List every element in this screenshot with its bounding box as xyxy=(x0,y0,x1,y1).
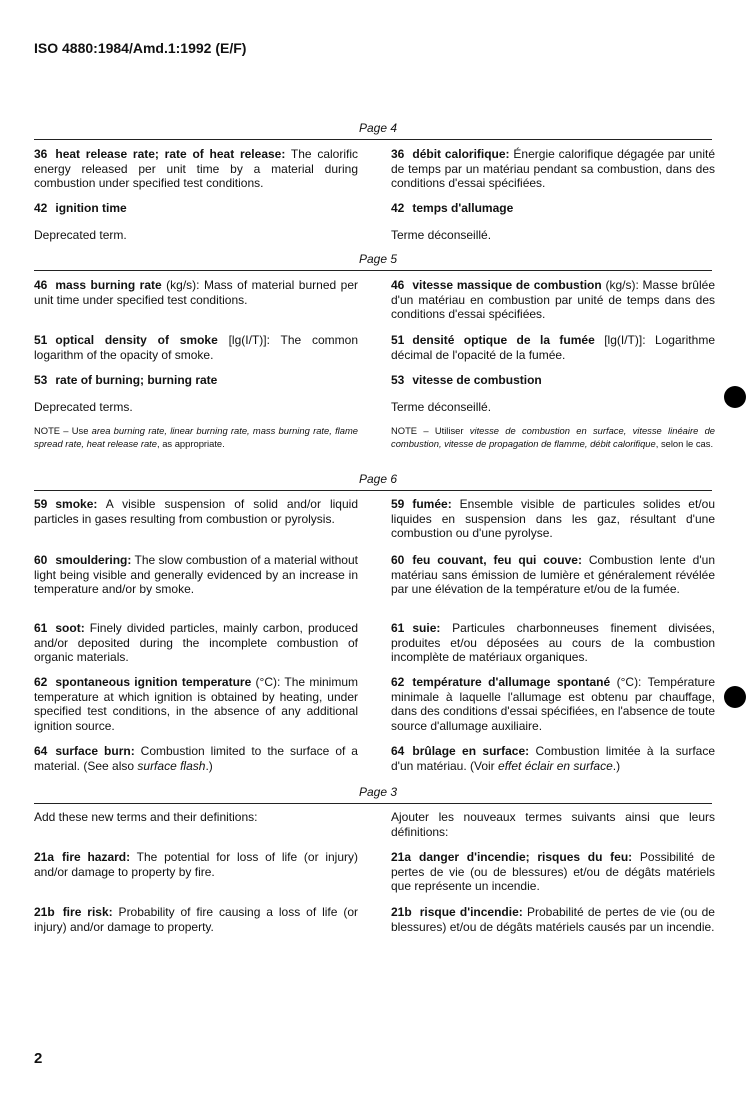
entry-definition: The potential for loss of life (or injury) and/or damage to property by fire. xyxy=(34,850,359,879)
entry-definition: A visible suspension of solid and/or liquid particles in gases resulting from combustion or pyrolysis. xyxy=(34,497,358,526)
entry-number: 36 xyxy=(391,147,405,161)
entry-number: 53 xyxy=(391,373,405,387)
entry-53-en-definition: Deprecated terms. xyxy=(34,400,133,414)
entry-term: fire hazard: xyxy=(62,850,131,864)
document-header: ISO 4880:1984/Amd.1:1992 (E/F) xyxy=(34,40,247,56)
entry-term: spontaneous ignition temperature xyxy=(55,675,252,689)
entry-number: 21b xyxy=(34,905,55,919)
entry-53-en xyxy=(34,373,358,388)
entry-42-en xyxy=(34,201,358,216)
note-terms: vitesse de combustion en surface, vitesse linéaire de combustion, vitesse de propagation de flamme, débit calorifique xyxy=(391,425,716,449)
entry-number: 59 xyxy=(34,497,48,511)
entry-term: risque d'incendie: xyxy=(419,905,523,919)
entry-36-en xyxy=(34,147,358,191)
entry-number: 46 xyxy=(34,278,48,292)
note-prefix: NOTE – Utiliser xyxy=(391,425,470,436)
entry-53-fr-definition: Terme déconseillé. xyxy=(391,400,492,414)
note-suffix: , selon le cas. xyxy=(655,437,714,449)
entry-21b-en xyxy=(34,905,358,934)
note-terms: area burning rate, linear burning rate, mass burning rate, flame spread rate, heat release rate xyxy=(34,425,358,449)
page-label-5: Page 5 xyxy=(358,252,398,266)
entry-definition: [lg(I/T)]: Logarithme décimal de l'opacité de la fumée. xyxy=(391,333,715,362)
entry-number: 36 xyxy=(34,147,48,161)
entry-21a-fr xyxy=(391,850,715,894)
entry-definition: (kg/s): Mass of material burned per unit time under specified test conditions. xyxy=(34,278,358,307)
page-label-4: Page 4 xyxy=(358,121,398,135)
entry-definition: (°C): The minimum temperature at which ignition is obtained by heating, under specified test conditions, in the absence of any additional ignition source. xyxy=(34,675,359,733)
entry-42-fr xyxy=(391,201,715,216)
note-prefix: NOTE – Use xyxy=(34,425,92,436)
entry-term: danger d'incendie; risques du feu: xyxy=(419,850,633,864)
entry-definition: Combustion limited to the surface of a material. (See also xyxy=(34,744,358,773)
entry-definition: Énergie calorifique dégagée par unité de temps par un matériau pendant sa combustion, dans des conditions d'essai spécifiées. xyxy=(391,147,715,191)
entry-definition: [lg(I/T)]: The common logarithm of the opacity of smoke. xyxy=(34,333,358,362)
entry-number: 59 xyxy=(391,497,405,511)
entry-number: 62 xyxy=(34,675,48,689)
entry-62-fr xyxy=(391,675,715,733)
entry-tail: .) xyxy=(205,758,213,773)
divider xyxy=(34,139,712,140)
entry-term: mass burning rate xyxy=(55,278,162,292)
entry-59-fr xyxy=(391,497,715,541)
divider xyxy=(34,270,712,271)
entry-tail: .) xyxy=(612,758,621,773)
entry-number: 53 xyxy=(34,373,48,387)
entry-60-fr xyxy=(391,553,715,597)
divider xyxy=(34,490,712,491)
entry-term: soot: xyxy=(55,621,85,635)
entry-term: heat release rate; rate of heat release: xyxy=(55,147,286,161)
note-en xyxy=(34,425,358,450)
entry-term: feu couvant, feu qui couve: xyxy=(412,553,582,567)
entry-number: 60 xyxy=(391,553,405,567)
entry-number: 51 xyxy=(391,333,405,347)
entry-term: fire risk: xyxy=(62,905,113,919)
cross-reference: effet éclair en surface xyxy=(498,758,613,773)
entry-term: smouldering: xyxy=(55,553,132,567)
entry-definition: (°C): Température minimale à laquelle l'allumage est obtenu par chauffage, dans des conditions d'essai spécifiées, en l'absence de toute source d'allumage auxiliaire. xyxy=(391,675,715,733)
page-label-3: Page 3 xyxy=(358,785,398,799)
entry-term: vitesse massique de combustion xyxy=(412,278,602,292)
entry-number: 61 xyxy=(391,621,405,635)
entry-term: fumée: xyxy=(412,497,452,511)
entry-definition: Particules charbonneuses finement divisées, produites et/ou déposées au cours de la combustion incomplète de matériaux organiques. xyxy=(391,621,715,665)
entry-number: 60 xyxy=(34,553,48,567)
entry-61-en xyxy=(34,621,358,665)
entry-term: temps d'allumage xyxy=(412,201,514,215)
entry-60-en xyxy=(34,553,358,597)
entry-term: température d'allumage spontané xyxy=(412,675,611,689)
change-marker-dot xyxy=(724,686,746,708)
page-label-6: Page 6 xyxy=(358,472,398,486)
change-marker-dot xyxy=(724,386,746,408)
entry-definition: The slow combustion of a material without light being visible and generally evidenced by an increase in temperature and/or by smoke. xyxy=(34,553,358,597)
entry-number: 21a xyxy=(391,850,412,864)
entry-term: vitesse de combustion xyxy=(412,373,542,387)
entry-number: 21a xyxy=(34,850,55,864)
note-fr xyxy=(391,425,715,450)
entry-59-en xyxy=(34,497,358,526)
entry-51-en xyxy=(34,333,358,362)
entry-term: surface burn: xyxy=(55,744,135,758)
entry-term: ignition time xyxy=(55,201,127,215)
entry-definition: The calorific energy released per unit time by a material during combustion under specified test conditions. xyxy=(34,147,358,191)
entry-term: densité optique de la fumée xyxy=(412,333,595,347)
entry-term: suie: xyxy=(412,621,441,635)
entry-64-fr xyxy=(391,744,715,773)
entry-definition: Probability of fire causing a loss of life (or injury) and/or damage to property. xyxy=(34,905,358,934)
add-terms-en: Add these new terms and their definitions: xyxy=(34,810,258,824)
entry-21a-en xyxy=(34,850,358,879)
entry-number: 46 xyxy=(391,278,405,292)
entry-term: optical density of smoke xyxy=(55,333,218,347)
entry-53-fr xyxy=(391,373,715,388)
entry-number: 42 xyxy=(391,201,405,215)
entry-number: 61 xyxy=(34,621,48,635)
entry-number: 64 xyxy=(391,744,405,758)
entry-62-en xyxy=(34,675,358,733)
page-number: 2 xyxy=(34,1050,43,1067)
entry-number: 51 xyxy=(34,333,48,347)
entry-46-fr xyxy=(391,278,715,322)
note-suffix: , as appropriate. xyxy=(157,437,225,449)
entry-21b-fr xyxy=(391,905,715,934)
entry-definition: (kg/s): Masse brûlée d'un matériau en combustion par unité de temps dans des conditions d'essai spécifiées. xyxy=(391,278,715,322)
entry-36-fr xyxy=(391,147,715,191)
entry-definition: Possibilité de pertes de vie (ou de blessures) et/ou de dégâts matériels que représente un incendie. xyxy=(391,850,716,894)
entry-number: 21b xyxy=(391,905,412,919)
divider xyxy=(34,803,712,804)
entry-term: brûlage en surface: xyxy=(412,744,530,758)
entry-definition: Ensemble visible de particules solides et/ou liquides en suspension dans les gaz, résultant d'une combustion ou d'une pyrolyse. xyxy=(391,497,715,541)
entry-definition: Finely divided particles, mainly carbon, produced and/or deposited during the incomplete combustion of organic materials. xyxy=(34,621,358,665)
entry-61-fr xyxy=(391,621,715,665)
add-terms-fr: Ajouter les nouveaux termes suivants ainsi que leurs définitions: xyxy=(391,810,715,839)
entry-definition: Combustion limitée à la surface d'un matériau. (Voir xyxy=(391,744,716,773)
entry-number: 64 xyxy=(34,744,48,758)
entry-term: débit calorifique: xyxy=(412,147,510,161)
entry-42-en-definition: Deprecated term. xyxy=(34,228,127,242)
entry-number: 42 xyxy=(34,201,48,215)
entry-46-en xyxy=(34,278,358,307)
entry-definition: Combustion lente d'un matériau sans émission de lumière et généralement révélée par une élévation de la température et/ou de la fumée. xyxy=(391,553,715,597)
cross-reference: surface flash xyxy=(137,758,206,773)
entry-51-fr xyxy=(391,333,715,362)
entry-64-en xyxy=(34,744,358,773)
entry-term: rate of burning; burning rate xyxy=(55,373,218,387)
entry-definition: Probabilité de pertes de vie (ou de blessures) et/ou de dégâts matériels causés par un incendie. xyxy=(391,905,715,934)
entry-term: smoke: xyxy=(55,497,98,511)
entry-42-fr-definition: Terme déconseillé. xyxy=(391,228,492,242)
entry-number: 62 xyxy=(391,675,405,689)
